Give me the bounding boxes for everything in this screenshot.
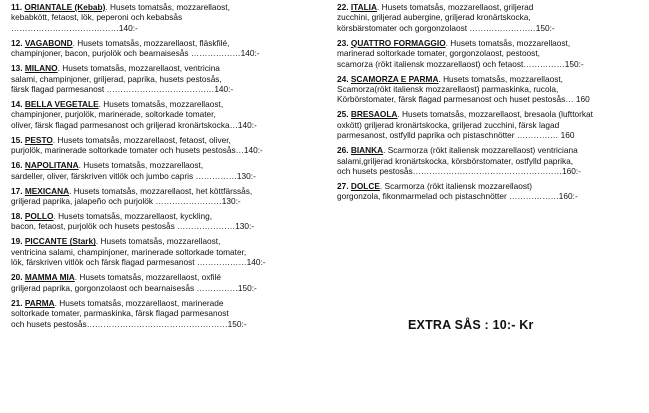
menu-item-description: Scarmorza (rökt italiensk mozzarellaost) (384, 181, 533, 192)
menu-item-description: Husets tomatsås, mozzarellaost, griljerad (381, 2, 534, 12)
menu-item-description: Husets tomatsås, mozzarellaost, (103, 99, 224, 110)
menu-item-line: 17. MEXICANA. Husets tomatsås, mozzarellaost, het köttfärssås, (11, 185, 253, 196)
menu-item-line: champinjoner, purjolök, marinerade, soltorkade tomater, (11, 109, 216, 120)
menu-item-description: Husets tomatsås, mozzarellaost, (83, 160, 204, 171)
menu-item-description: Husets tomatsås, mozzarellaost, ventricina (62, 63, 220, 74)
menu-item (11, 298, 311, 329)
menu-item-name: BELLA VEGETALE (24, 99, 99, 110)
menu-item-line: 22. ITALIA. Husets tomatsås, mozzarellaost, griljerad (337, 2, 534, 12)
menu-item (11, 211, 311, 232)
menu-item-number: 12. (11, 37, 23, 48)
menu-item (11, 236, 311, 267)
menu-item-name: PESTO (24, 134, 53, 145)
menu-item (337, 181, 639, 202)
menu-item-number: 14. (11, 99, 23, 110)
menu-item-line: Scamorza(rökt italiensk mozzarellaost) parmaskinka, rucola, (337, 84, 559, 95)
menu-item-number: 25. (337, 109, 349, 120)
menu-item-number: 22. (337, 2, 349, 12)
menu-item (11, 186, 311, 207)
menu-item-line: 21. PARMA. Husets tomatsås, mozzarellaost, marinerade (11, 297, 224, 308)
menu-item (11, 135, 311, 156)
menu-item-line: 25. BRESAOLA. Husets tomatsås, mozzarellaost, bresaola (lufttorkat (337, 109, 593, 120)
menu-item-line: 20. MAMMA MIA. Husets tomatsås, mozzarellaost, oxfilé (11, 272, 221, 283)
menu-item (337, 145, 639, 176)
menu-item-line: oliver, färsk flagad parmesanost och griljerad kronärtskocka…140:- (11, 119, 257, 130)
menu-item-line: salami, champinjoner, griljerad, paprika, husets pestosås, (11, 73, 222, 84)
menu-item-line: 13. MILANO. Husets tomatsås, mozzarellaost, ventricina (11, 63, 220, 74)
extra-sauce-price: EXTRA SÅS : 10:- Kr (408, 318, 534, 332)
menu-item-name: QUATTRO FORMAGGIO (350, 37, 446, 48)
menu-item-name: MILANO (24, 63, 58, 74)
menu-item-line: scamorza (rökt italiensk mozzarellaost) och fetaost……………150:- (337, 58, 584, 69)
menu-item-line: 16. NAPOLITANA. Husets tomatsås, mozzarellaost, (11, 160, 204, 171)
menu-item-name: DOLCE (350, 181, 380, 192)
menu-item-line: 26. BIANKA. Scarmorza (rökt italiensk mozzarellaost) ventriciana (337, 145, 578, 156)
menu-item-description: Husets tomatsås, mozzarellaost, (109, 2, 230, 12)
menu-item-number: 13. (11, 63, 23, 74)
menu-item-name: VAGABOND (24, 37, 73, 48)
menu-item-line: Körbörstomater, färsk flagad parmesanost och huset pestosås… 160 (337, 94, 590, 105)
menu-item-line: 15. PESTO. Husets tomatsås, mozzarellaost, fetaost, oliver, (11, 134, 231, 145)
menu-item-line: 14. BELLA VEGETALE. Husets tomatsås, mozzarellaost, (11, 99, 224, 110)
menu-item-name: ORIANTALE (Kebab) (24, 2, 106, 12)
menu-item-line: sardeller, oliver, färskriven vitlök och jumbo capris ……………130:- (11, 170, 256, 181)
menu-item-description: Husets tomatsås, mozzarellaost, kyckling, (58, 211, 213, 222)
menu-item-number: 20. (11, 272, 23, 283)
menu-item-line: 19. PICCANTE (Stark). Husets tomatsås, mozzarellaost, (11, 236, 221, 247)
menu-item-line: 18. POLLO. Husets tomatsås, mozzarellaost, kyckling, (11, 211, 213, 222)
menu-item-number: 23. (337, 37, 349, 48)
menu-item-name: NAPOLITANA (24, 160, 79, 171)
menu-item-number: 17. (11, 185, 23, 196)
menu-item-line: 27. DOLCE. Scarmorza (rökt italiensk mozzarellaost) (337, 181, 533, 192)
menu-item-line: 23. QUATTRO FORMAGGIO. Husets tomatsås, mozzarellaost, (337, 37, 571, 48)
menu-item-name: SCAMORZA E PARMA (350, 73, 439, 84)
menu-item (11, 63, 311, 94)
menu-item-name: BRESAOLA (350, 109, 398, 120)
menu-item-number: 27. (337, 181, 349, 192)
menu-item-line: oxkött) griljerad kronärtskocka, griljerad zucchini, färsk lagad (337, 119, 560, 130)
menu-item-description: Husets tomatsås, mozzarellaost, (100, 236, 221, 247)
menu-item (11, 272, 311, 293)
menu-column-left (11, 2, 311, 334)
menu-item (337, 2, 639, 33)
menu-item-description: Husets tomatsås, mozzarellaost, fläskfilé, (77, 37, 230, 48)
menu-item-line: och husets pestosås……………………………………………150:- (11, 318, 247, 329)
menu-item-line: griljerad paprika, gorgonzolaost och bearnaisesås ……………150:- (11, 282, 257, 293)
menu-item-name: POLLO (24, 211, 54, 222)
menu-item-name: PARMA (24, 297, 55, 308)
menu-item-description: Husets tomatsås, mozzarellaost, fetaost, oliver, (57, 134, 231, 145)
menu-item-description: Husets tomatsås, mozzarellaost, (450, 37, 571, 48)
menu-item-line: 11. ORIANTALE (Kebab). Husets tomatsås, mozzarellaost, (11, 2, 230, 12)
menu-item-line: …………………………………140:- (11, 22, 138, 33)
menu-item-line: 12. VAGABOND. Husets tomatsås, mozzarellaost, fläskfilé, (11, 37, 230, 48)
menu-item-line: zucchini, griljerad aubergine, griljerad kronärtskocka, (337, 12, 531, 23)
menu-item-description: Scarmorza (rökt italiensk mozzarellaost) ventriciana (387, 145, 578, 156)
menu-item (11, 38, 311, 59)
menu-item-number: 26. (337, 145, 349, 156)
menu-item-line: griljerad paprika, jalapeño och purjolök ……………………130:- (11, 196, 241, 207)
menu-item-number: 16. (11, 160, 23, 171)
menu-item-line: parmesanost, ostfylld paprika och pistaschnötter …………… 160 (337, 130, 575, 141)
menu-item-line: champinjoner, bacon, purjolök och bearnaisesås ………………140:- (11, 48, 260, 59)
menu-item-number: 24. (337, 73, 349, 84)
menu-item-line: marinerad soltorkade tomater, gorgonzolaost, pestoost, (337, 48, 540, 59)
menu-item-description: Husets tomatsås, mozzarellaost, (443, 73, 563, 84)
menu-item-line: färsk flagad parmesanost …………………………………140:- (11, 84, 234, 95)
menu-item (337, 74, 639, 105)
menu-item-line: kebabkött, fetaost, lök, peperoni och kebabsås (11, 12, 183, 23)
menu-item-name: PICCANTE (Stark) (24, 236, 96, 247)
menu-item-line: ventricina salami, champinjoner, marinerade soltorkade tomater, (11, 246, 247, 257)
menu-item-line: purjolök, marinerade soltorkade tomater och husets pestosås…140:- (11, 145, 263, 156)
menu-item-name: MEXICANA (24, 185, 70, 196)
menu-item-line: bacon, fetaost, purjolök och husets pestosås …………………130:- (11, 221, 255, 232)
menu-item (11, 160, 311, 181)
menu-item-description: Husets tomatsås, mozzarellaost, oxfilé (79, 272, 221, 283)
menu-item-line: och husets pestosås………………………………………………160:- (337, 166, 581, 177)
menu-item-number: 19. (11, 236, 23, 247)
menu-item-name: ITALIA (350, 2, 377, 12)
menu-item-description: Husets tomatsås, mozzarellaost, marinerade (59, 297, 224, 308)
menu-item-name: MAMMA MIA (24, 272, 75, 283)
menu-item-line: gorgonzola, fikonmarmelad och pistaschnötter ………………160:- (337, 191, 578, 202)
menu-column-right (337, 2, 639, 206)
menu-item-description: Husets tomatsås, mozzarellaost, het köttfärssås, (73, 185, 253, 196)
menu-item-name: BIANKA (350, 145, 384, 156)
menu-item-number: 21. (11, 297, 23, 308)
menu-item-number: 15. (11, 134, 23, 145)
menu-item (11, 99, 311, 130)
menu-item-line: lök, färskriven vitlök och färsk flagad parmesanost ………………140:- (11, 257, 266, 268)
menu-item (11, 2, 311, 33)
menu-item-line: soltorkade tomater, parmaskinka, färsk flagad parmesanost (11, 308, 229, 319)
menu-item-line: körsbärstomater och gorgonzolaost ……………………150:- (337, 22, 555, 33)
menu-item-number: 11. (11, 2, 23, 12)
menu-item (337, 38, 639, 69)
menu-item-line: 24. SCAMORZA E PARMA. Husets tomatsås, mozzarellaost, (337, 73, 563, 84)
menu-item (337, 109, 639, 140)
menu-item-number: 18. (11, 211, 23, 222)
menu-item-description: Husets tomatsås, mozzarellaost, bresaola (lufttorkat (402, 109, 593, 120)
menu-item-line: salami,griljerad kronärtskocka, körsbörstomater, ostfylld paprika, (337, 155, 574, 166)
